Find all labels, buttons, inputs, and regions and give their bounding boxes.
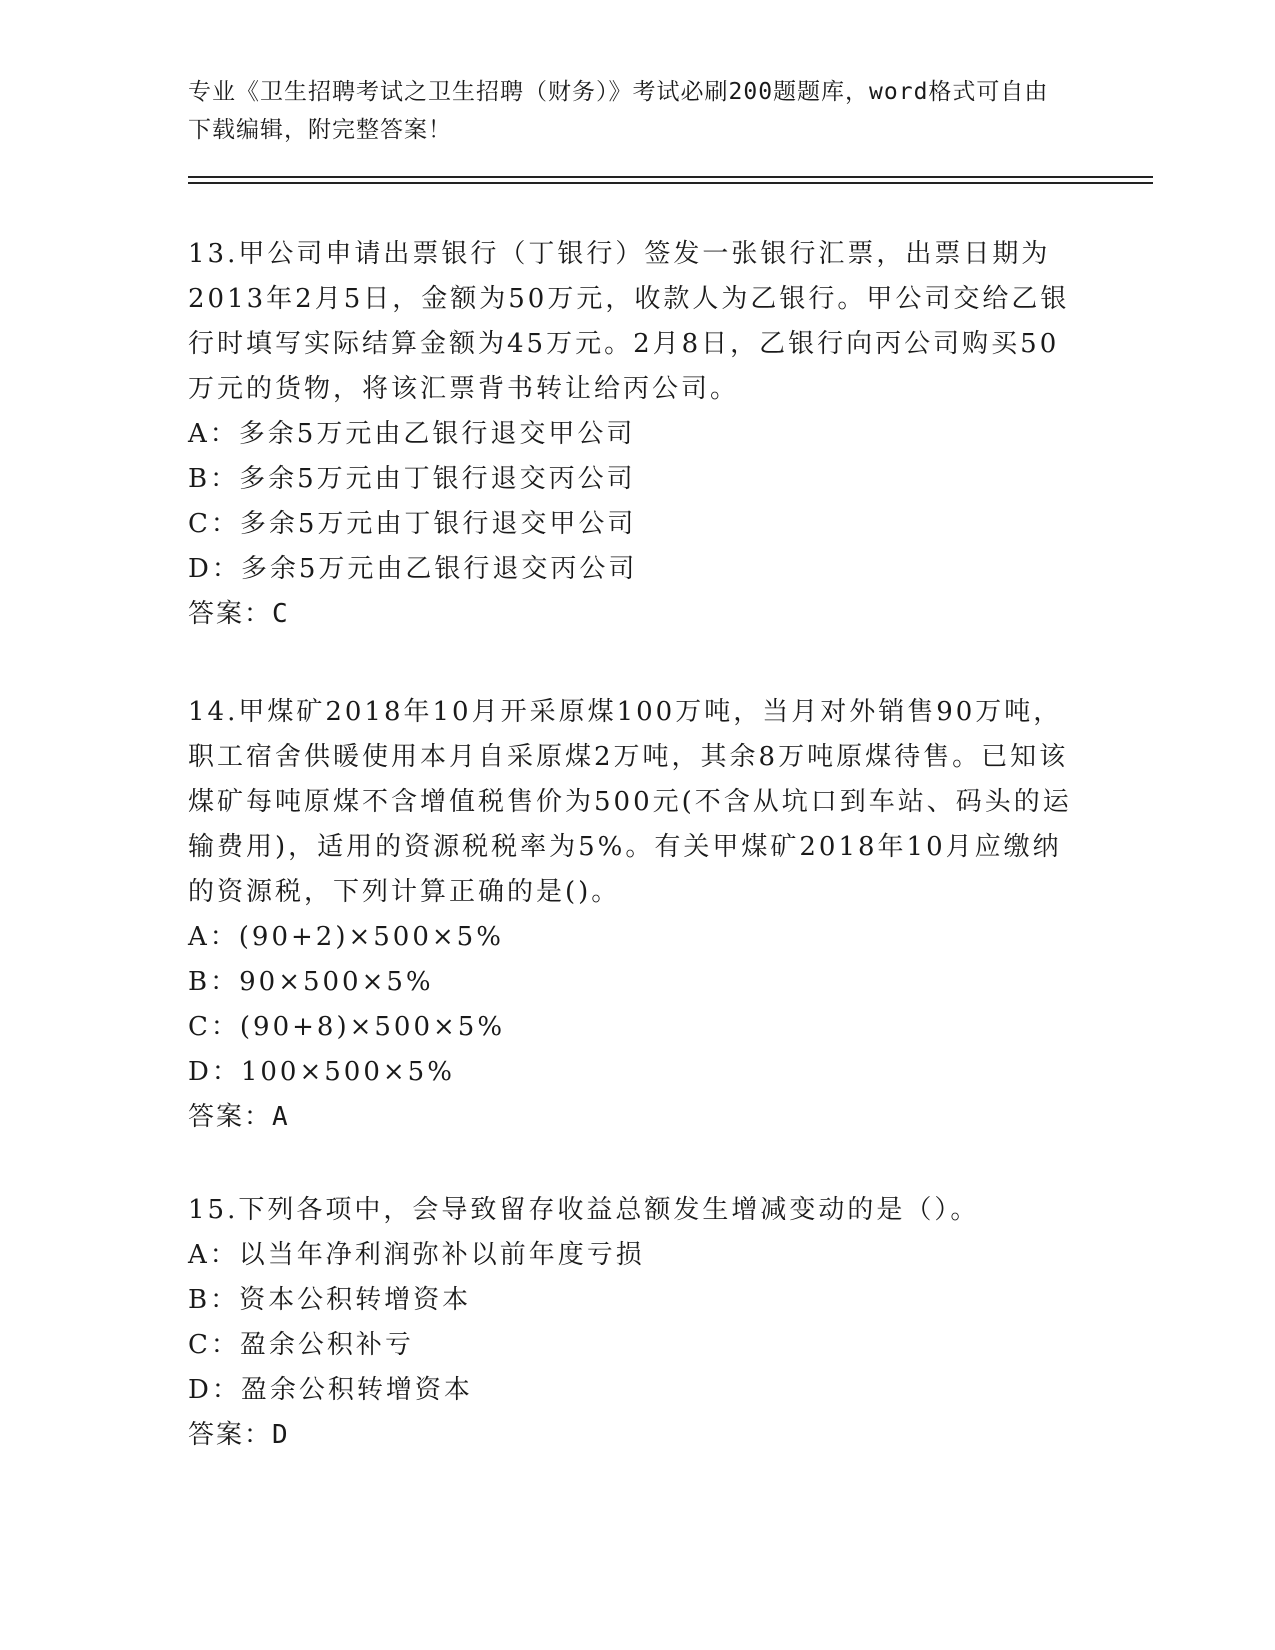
answer: 答案：A <box>188 1102 290 1132</box>
option-c: C：盈余公积补亏 <box>188 1330 414 1360</box>
question-stem: 15.下列各项中，会导致留存收益总额发生增减变动的是（）。 <box>188 1195 980 1225</box>
option-d: D：多余5万元由乙银行退交丙公司 <box>188 554 638 584</box>
question-stem: 13.甲公司申请出票银行（丁银行）签发一张银行汇票，出票日期为2013年2月5日，金额为50万元，收款人为乙银行。甲公司交给乙银行时填写实际结算金额为45万元。2月8日，乙银行向丙公司购买50万元的货物，将该汇票背书转让给丙公司。 <box>188 239 1070 404</box>
option-a: A：(90+2)×500×5% <box>188 922 504 952</box>
answer: 答案：C <box>188 599 290 629</box>
question-14 <box>188 690 1088 1140</box>
option-b: B：多余5万元由丁银行退交丙公司 <box>188 464 636 494</box>
answer: 答案：D <box>188 1420 290 1450</box>
option-c: C：(90+8)×500×5% <box>188 1012 506 1042</box>
option-c: C：多余5万元由丁银行退交甲公司 <box>188 509 637 539</box>
option-a: A：多余5万元由乙银行退交甲公司 <box>188 419 636 449</box>
option-d: D：盈余公积转增资本 <box>188 1375 473 1405</box>
option-a: A：以当年净利润弥补以前年度亏损 <box>188 1240 645 1270</box>
document-header: 专业《卫生招聘考试之卫生招聘（财务）》考试必刷200题题库，word格式可自由下载编辑，附完整答案！ <box>188 79 1049 143</box>
question-stem: 14.甲煤矿2018年10月开采原煤100万吨，当月对外销售90万吨，职工宿舍供暖使用本月自采原煤2万吨，其余8万吨原煤待售。已知该煤矿每吨原煤不含增值税售价为500元(不含从坑口到车站、码头的运输费用)，适用的资源税税率为5%。有关甲煤矿2018年10月应缴纳的资源税，下列计算正确的是()。 <box>188 697 1072 907</box>
option-d: D：100×500×5% <box>188 1057 455 1087</box>
question-13 <box>188 232 1088 637</box>
header-divider-bottom <box>188 182 1153 184</box>
question-15 <box>188 1188 1088 1458</box>
option-b: B：资本公积转增资本 <box>188 1285 472 1315</box>
header-divider-top <box>188 176 1153 178</box>
option-b: B：90×500×5% <box>188 967 434 997</box>
